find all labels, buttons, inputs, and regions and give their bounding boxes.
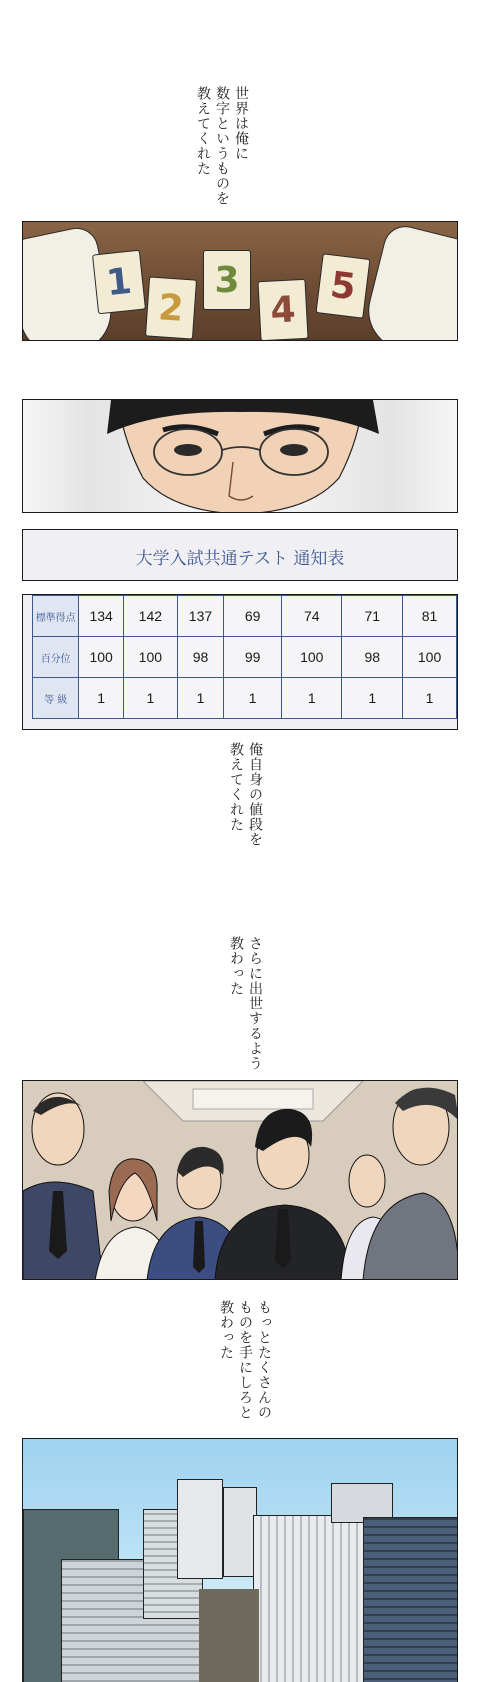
table-cell: 99 — [224, 637, 282, 678]
street — [199, 1589, 259, 1682]
table-cell: 1 — [224, 678, 282, 719]
table-cell: 74 — [282, 596, 342, 637]
table-cell: 81 — [403, 596, 457, 637]
caption-line: 俺自身の値段を — [247, 742, 263, 847]
row-header: 等 級 — [33, 678, 79, 719]
table-cell: 1 — [403, 678, 457, 719]
report-title-panel — [22, 529, 458, 581]
office-workers-illustration — [23, 1081, 458, 1280]
glasses-face-illustration — [23, 400, 458, 513]
caption-line: ものを手にしろと — [237, 1300, 253, 1420]
caption-line: 数字というものを — [214, 86, 230, 206]
number-card — [145, 276, 197, 339]
number-card — [316, 253, 371, 318]
caption-line: 教えてくれた — [195, 86, 211, 176]
glasses-closeup-panel — [22, 399, 458, 513]
table-cell: 98 — [342, 637, 403, 678]
table-cell: 100 — [79, 637, 124, 678]
table-cell: 1 — [123, 678, 177, 719]
row-header: 標準得点 — [33, 596, 79, 637]
building — [177, 1479, 223, 1579]
building — [223, 1487, 257, 1577]
table-cell: 1 — [282, 678, 342, 719]
caption-3 — [222, 936, 264, 1071]
report-title: 大学入試共通テスト 通知表 — [135, 549, 345, 569]
table-cell: 137 — [177, 596, 223, 637]
table-cell: 134 — [79, 596, 124, 637]
building — [363, 1517, 458, 1682]
office-workers-panel — [22, 1080, 458, 1280]
row-header: 百分位 — [33, 637, 79, 678]
table-cell: 98 — [177, 637, 223, 678]
table-cell: 1 — [177, 678, 223, 719]
number-cards-panel — [22, 221, 458, 341]
card-digit: 2 — [157, 286, 185, 330]
table-row — [33, 637, 457, 678]
caption-1 — [190, 86, 250, 206]
caption-line: 教わった — [228, 936, 244, 996]
table-row — [33, 596, 457, 637]
score-table — [32, 595, 457, 719]
right-hand — [360, 221, 458, 341]
caption-line: 教えてくれた — [228, 742, 244, 832]
number-card — [257, 279, 308, 341]
caption-4 — [213, 1300, 273, 1420]
table-cell: 1 — [342, 678, 403, 719]
card-digit: 1 — [104, 260, 134, 304]
number-card — [92, 250, 146, 315]
caption-line: さらに出世するよう — [247, 936, 263, 1071]
table-cell: 100 — [282, 637, 342, 678]
city-skyline-panel — [22, 1438, 458, 1682]
table-cell: 1 — [79, 678, 124, 719]
building — [253, 1515, 381, 1682]
card-digit: 5 — [328, 264, 358, 308]
table-cell: 100 — [403, 637, 457, 678]
table-cell: 71 — [342, 596, 403, 637]
caption-line: もっとたくさんの — [256, 1300, 272, 1420]
caption-line: 世界は俺に — [233, 86, 249, 161]
table-row — [33, 678, 457, 719]
card-digit: 4 — [269, 288, 297, 332]
table-cell: 69 — [224, 596, 282, 637]
score-table-panel — [22, 594, 458, 730]
caption-2 — [222, 742, 264, 847]
table-cell: 100 — [123, 637, 177, 678]
caption-line: 教わった — [218, 1300, 234, 1360]
card-digit: 3 — [214, 259, 240, 301]
number-card — [203, 250, 251, 310]
table-cell: 142 — [123, 596, 177, 637]
